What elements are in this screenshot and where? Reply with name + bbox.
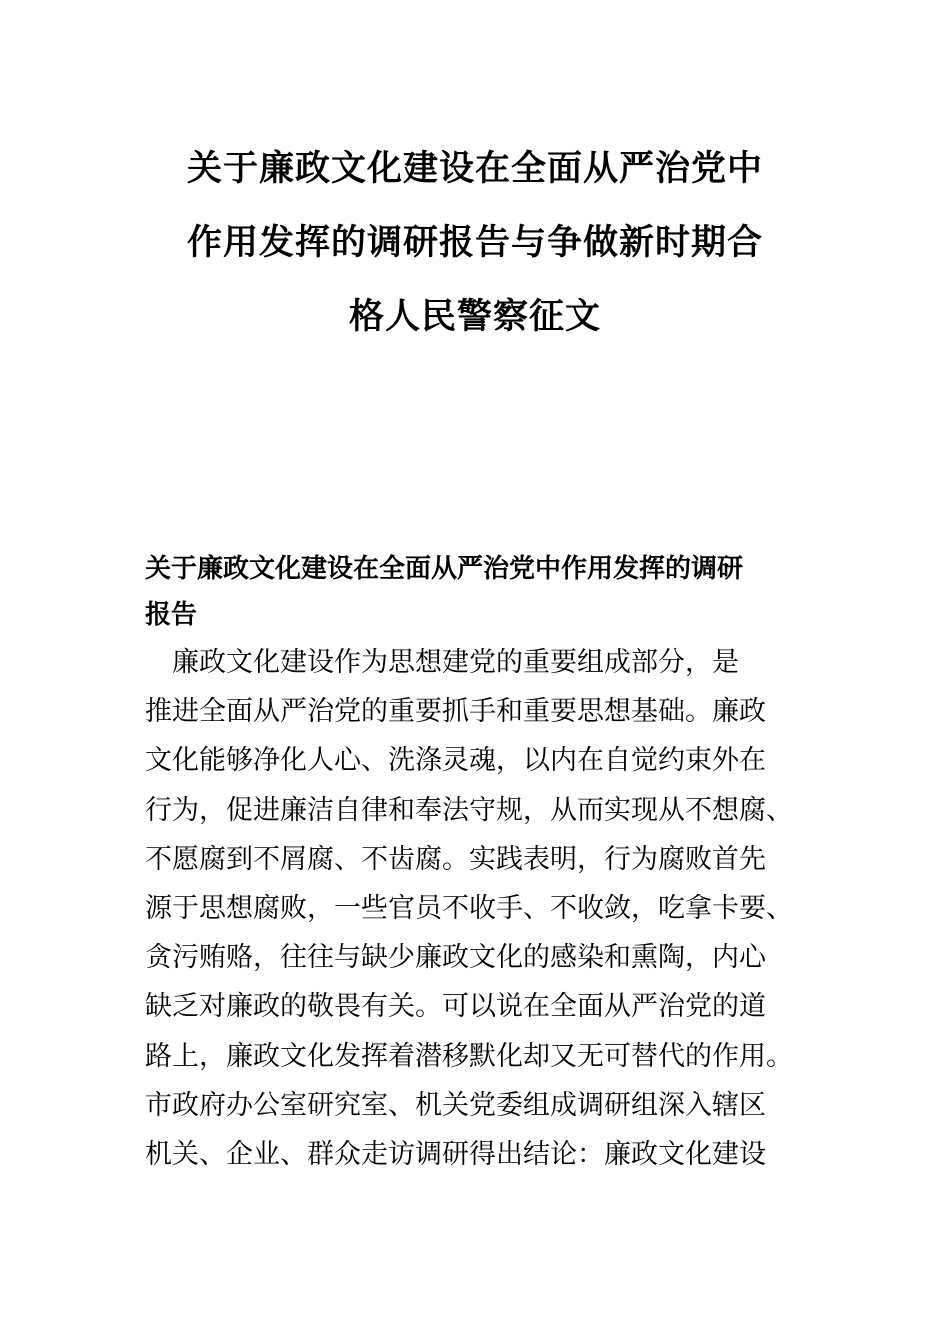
body-line: 市政府办公室研究室、机关党委组成调研组深入辖区: [145, 1089, 766, 1121]
body-line: 行为，促进廉洁自律和奉法守规，从而实现从不想腐、: [145, 794, 793, 826]
body-line: 缺乏对廉政的敬畏有关。可以说在全面从严治党的道: [145, 991, 766, 1023]
body-line: 源于思想腐败，一些官员不收手、不收敛，吃拿卡要、: [145, 893, 793, 925]
body-line: 路上，廉政文化发挥着潜移默化却又无可替代的作用。: [145, 1040, 793, 1072]
body-paragraph: [145, 638, 825, 1179]
body-line: 文化能够净化人心、洗涤灵魂，以内在自觉约束外在: [145, 745, 766, 777]
section-heading: [145, 546, 825, 638]
body-line: 不愿腐到不屑腐、不齿腐。实践表明，行为腐败首先: [145, 843, 766, 875]
title-line-1: 关于廉政文化建设在全面从严治党中: [186, 149, 763, 189]
section-heading-line-2: 报告: [145, 600, 198, 630]
title-line-3: 格人民警察征文: [348, 297, 601, 337]
title-line-2: 作用发挥的调研报告与争做新时期合: [186, 223, 763, 263]
section-heading-line-1: 关于廉政文化建设在全面从严治党中作用发挥的调研: [145, 554, 744, 584]
document-title: [140, 132, 810, 354]
body-line: 推进全面从严治党的重要抓手和重要思想基础。廉政: [145, 696, 766, 728]
body-line: 机关、企业、群众走访调研得出结论：廉政文化建设: [145, 1139, 766, 1171]
body-line: 廉政文化建设作为思想建党的重要组成部分，是: [145, 647, 739, 678]
report-section: [145, 546, 825, 1179]
body-line: 贪污贿赂，往往与缺少廉政文化的感染和熏陶，内心: [145, 942, 766, 974]
